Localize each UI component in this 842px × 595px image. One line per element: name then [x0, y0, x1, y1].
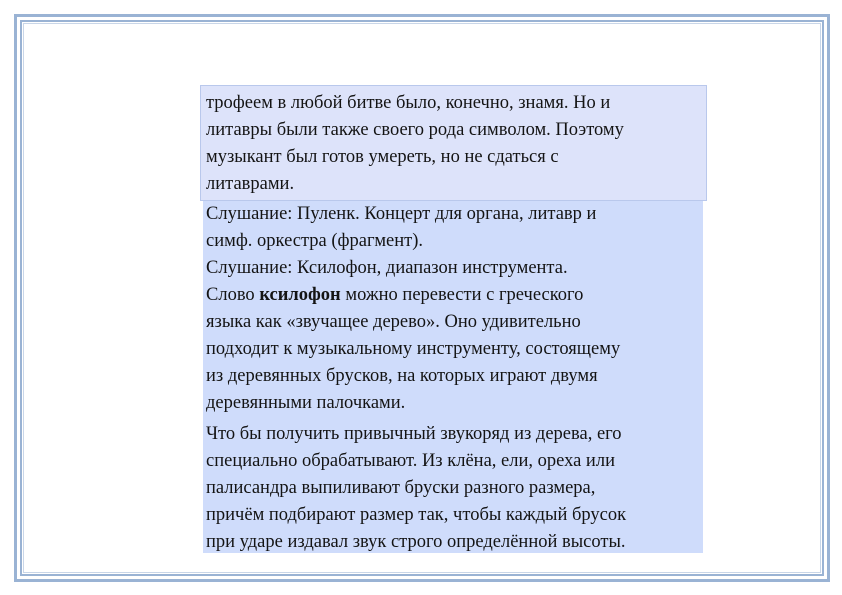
listening-poulenc-line: симф. оркестра (фрагмент). [206, 231, 424, 251]
text-line: трофеем в любой битве было, конечно, знамя. Но и [206, 93, 611, 113]
text-line: деревянными палочками. [206, 393, 406, 413]
word-suffix: можно перевести с греческого [340, 285, 584, 305]
text-line: музыкант был готов умереть, но не сдаться с [206, 147, 559, 167]
text-line: палисандра выпиливают бруски разного размера, [206, 478, 596, 498]
text-line: при ударе издавал звук строго определённой высоты. [206, 532, 626, 552]
text-line: из деревянных брусков, на которых играют двумя [206, 366, 598, 386]
text-line: языка как «звучащее дерево». Оно удивительно [206, 312, 581, 332]
text-line: причём подбирают размер так, чтобы каждый брусок [206, 505, 627, 525]
xylophone-term: ксилофон [259, 285, 341, 305]
text-box-timpani [200, 85, 707, 201]
text-line: подходит к музыкальному инструменту, состоящему [206, 339, 621, 359]
text-line: специально обрабатывают. Из клёна, ели, ореха или [206, 451, 615, 471]
listening-poulenc-line: Слушание: Пуленк. Концерт для органа, литавр и [206, 204, 597, 224]
text-line: литавры были также своего рода символом. Поэтому [206, 120, 624, 140]
text-box-xylophone [203, 201, 703, 553]
text-line: Что бы получить привычный звукоряд из дерева, его [206, 424, 622, 444]
text-line: литаврами. [206, 174, 295, 194]
word-prefix: Слово [206, 285, 260, 305]
xylophone-word-line [206, 282, 703, 309]
listening-xylophone-line: Слушание: Ксилофон, диапазон инструмента. [206, 258, 568, 278]
